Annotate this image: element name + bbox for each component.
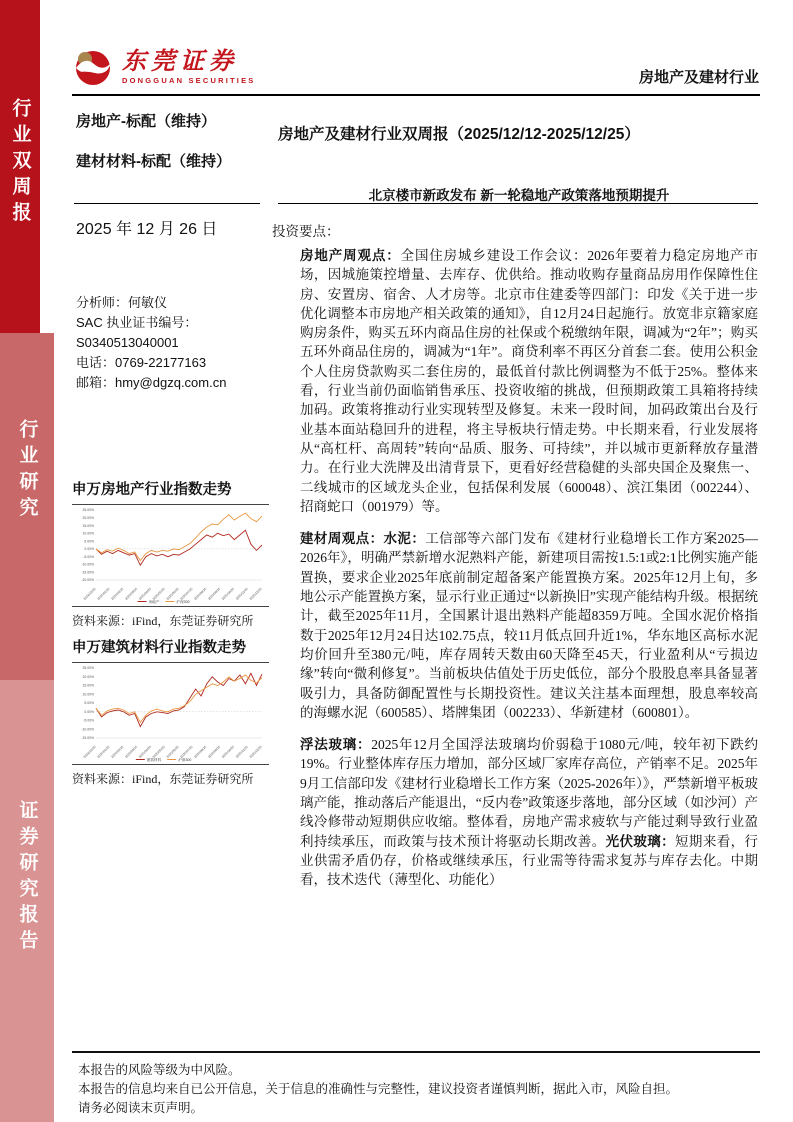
sidebar-band-securities-research [0, 680, 54, 1122]
svg-text:10.00%: 10.00% [82, 531, 94, 536]
svg-text:5.00%: 5.00% [84, 701, 94, 706]
svg-text:2025/02/25: 2025/02/25 [110, 744, 125, 759]
chart-card-real-estate-index [72, 478, 269, 629]
svg-text:2025/08/25: 2025/08/25 [193, 744, 208, 759]
svg-text:-5.00%: -5.00% [83, 718, 94, 723]
analyst-email: 邮箱：hmy@dgzq.com.cn [76, 375, 227, 390]
svg-text:房地产: 房地产 [148, 599, 160, 604]
svg-text:2025/08/25: 2025/08/25 [193, 586, 208, 601]
svg-text:2025/01/25: 2025/01/25 [96, 744, 111, 759]
svg-text:2025/11/25: 2025/11/25 [234, 744, 249, 759]
svg-text:2025/07/25: 2025/07/25 [179, 744, 194, 759]
svg-text:20.00%: 20.00% [82, 515, 94, 520]
rating-materials: 建材材料-标配（维持） [76, 153, 231, 170]
header-industry-label: 房地产及建材行业 [638, 69, 759, 86]
sidebar-band-industry-research [0, 333, 54, 680]
svg-text:25.00%: 25.00% [82, 666, 94, 671]
svg-text:2025/10/25: 2025/10/25 [220, 744, 236, 759]
footer-line-risk: 本报告的风险等级为中风险。 [78, 1063, 241, 1077]
chart-source-materials: 资料来源：iFind，东莞证券研究所 [72, 772, 254, 786]
svg-text:5.00%: 5.00% [84, 539, 94, 544]
svg-text:建筑材料: 建筑材料 [146, 757, 162, 762]
chart-title-materials: 申万建筑材料行业指数走势 [72, 640, 246, 656]
sidebar-band-industry-research-label: 行业研究 [16, 419, 38, 523]
svg-text:2025/09/25: 2025/09/25 [207, 744, 222, 759]
highlights-label: 投资要点： [272, 224, 340, 239]
svg-text:20.00%: 20.00% [82, 674, 94, 679]
svg-text:0.00%: 0.00% [84, 547, 94, 552]
svg-text:2024/12/25: 2024/12/25 [82, 586, 97, 601]
company-name-en: DONGGUAN SECURITIES [122, 76, 256, 85]
analyst-sac-label: SAC 执业证书编号： [76, 315, 198, 330]
footer-line-info: 本报告的信息均来自已公开信息，关于信息的准确性与完整性，建议投资者谨慎判断，据此入市，风险自担。 [78, 1082, 679, 1096]
svg-text:2025/12/25: 2025/12/25 [248, 586, 263, 601]
svg-text:2025/03/25: 2025/03/25 [124, 586, 139, 601]
svg-text:沪深300: 沪深300 [176, 599, 190, 604]
company-name-cn: 东莞证券 [122, 49, 238, 75]
chart-source-real-estate: 资料来源：iFind，东莞证券研究所 [72, 614, 254, 628]
header-rule [72, 94, 760, 96]
svg-text:2024/12/25: 2024/12/25 [82, 744, 97, 759]
chart-card-materials-index [72, 636, 269, 787]
svg-text:2025/06/25: 2025/06/25 [165, 586, 180, 601]
svg-text:-15.00%: -15.00% [81, 736, 94, 741]
svg-text:-5.00%: -5.00% [83, 554, 94, 559]
company-logo-icon [72, 48, 114, 93]
body-paragraph: 建材周观点：水泥：工信部等六部门发布《建材行业稳增长工作方案2025—2026年》，明确严禁新增水泥熟料产能，新建项目需按1.5:1或2:1比例实施产能置换，要求企业2025年底前制定超备案产能置换方案。2025年12月上旬，多地公示产能置换方案，显示行业正通过“以新换旧”实现产能结构升级。根据统计，截至2025年11月，全国累计退出熟料产能超8359万吨。全国水泥价格指数于2025年12月24日达102.75点，较11月低点回升近1%，华东地区高标水泥均价回升至380元/吨，库存周转天数由60天降至45天，行业盈利从“亏损边缘”转向“微利修复”。当前板块估值处于历史低位，部分个股股息率具备显著吸引力，具备防御配置性与长期投资性。建议关注基本面理想，股息率较高的海螺水泥（600585）、塔牌集团（002233）、华新建材（600801）。 [300, 531, 758, 720]
svg-text:2025/09/25: 2025/09/25 [207, 586, 222, 601]
footer-rule [72, 1051, 760, 1053]
svg-text:15.00%: 15.00% [82, 523, 94, 528]
report-date: 2025 年 12 月 26 日 [76, 221, 218, 238]
footer-disclaimer [78, 1061, 758, 1118]
svg-text:15.00%: 15.00% [82, 683, 94, 688]
chart-plot-real-estate [72, 504, 269, 607]
body-paragraph: 浮法玻璃：2025年12月全国浮法玻璃均价弱稳于1080元/吨，较年初下跌约19%。行业整体库存压力增加，部分区域厂家库存高位，产销率不足。2025年9月工信部印发《建材行业稳增长工作方案（2025-2026年）》，严禁新增平板玻璃产能，推动落后产能退出，“反内卷”政策逐步落地，部分区域（如沙河）产线冷修带动短期供应收缩。整体看，房地产需求疲软与产能过剩导致行业盈利持续承压，而政策与技术预计将驱动长期改善。光伏玻璃：短期来看，行业供需矛盾仍存，价格或继续承压，行业需等待需求复苏与库存去化。中期看，技术迭代（薄型化、功能化） [300, 737, 758, 888]
chart-title-real-estate: 申万房地产行业指数走势 [72, 482, 232, 498]
svg-text:2025/01/25: 2025/01/25 [96, 586, 111, 601]
chart-plot-materials [72, 662, 269, 765]
body-paragraph: 房地产周观点：全国住房城乡建设工作会议：2026年要着力稳定房地产市场，因城施策控增量、去库存、优供给。推动收购存量商品房用作保障性住房、安置房、宿舍、人才房等。北京市住建委等四部门：印发《关于进一步优化调整本市房地产相关政策的通知》，自12月24日起施行。放宽非京籍家庭购房条件，购买五环内商品住房的社保或个税缴纳年限，调减为“2年”；购买五环外商品住房的，调减为“1年”。商贷利率不再区分首套二套。使用公积金个人住房贷款购买二套住房的，最低首付款比例调整为不低于25%。整体来看，行业当前仍面临销售承压、投资收缩的挑战，但预期政策工具箱将持续加码。政策将推动行业实现转型及修复。未来一段时间，加码政策出台及行业基本面站稳回升的进程，将主导板块行情走势。中长期来看，行业发展将从“高杠杆、高周转”转向“品质、服务、可持续”，并以城市更新释放存量潜力。在行业大洗牌及出清背景下，更看好经营稳健的头部央国企及聚焦一、二线城市的区域龙头企业，包括保利发展（600048）、滨江集团（002244）、招商蛇口（001979）等。 [300, 248, 759, 514]
svg-text:2025/12/25: 2025/12/25 [248, 744, 263, 759]
analyst-sac-number: S0340513040001 [76, 335, 179, 350]
svg-text:2025/04/25: 2025/04/25 [137, 586, 153, 601]
svg-text:2025/05/25: 2025/05/25 [151, 586, 166, 601]
report-title: 房地产及建材行业双周报（2025/12/12-2025/12/25） [278, 126, 640, 143]
sidebar-band-biweekly-label: 行业双周报 [9, 98, 31, 228]
left-column-rule [74, 203, 260, 204]
svg-text:25.00%: 25.00% [82, 508, 94, 513]
svg-text:2025/02/25: 2025/02/25 [110, 586, 125, 601]
svg-text:2025/05/25: 2025/05/25 [151, 744, 166, 759]
analyst-name: 分析师：何敏仪 [76, 295, 168, 310]
svg-text:-20.00%: -20.00% [81, 578, 94, 583]
rating-real-estate: 房地产-标配（维持） [76, 113, 216, 130]
report-subtitle: 北京楼市新政发布 新一轮稳地产政策落地预期提升 [368, 188, 670, 203]
svg-text:0.00%: 0.00% [84, 709, 94, 714]
analyst-block [76, 293, 271, 393]
svg-text:10.00%: 10.00% [82, 692, 94, 697]
svg-text:2025/07/25: 2025/07/25 [179, 586, 194, 601]
sidebar-band-biweekly [0, 0, 40, 333]
svg-text:2025/10/25: 2025/10/25 [220, 586, 236, 601]
highlights-body [300, 246, 758, 903]
svg-text:2025/11/25: 2025/11/25 [234, 586, 249, 601]
sidebar-band-securities-research-label: 证券研究报告 [16, 800, 38, 956]
svg-text:2025/06/25: 2025/06/25 [165, 744, 180, 759]
svg-text:2025/03/25: 2025/03/25 [124, 744, 139, 759]
footer-line-statement: 请务必阅读末页声明。 [78, 1101, 204, 1115]
company-logo-text [122, 48, 255, 85]
company-logo [72, 48, 255, 93]
analyst-phone: 电话：0769-22177163 [76, 355, 207, 370]
svg-text:-15.00%: -15.00% [81, 570, 94, 575]
svg-text:沪深300: 沪深300 [178, 757, 192, 762]
svg-text:-10.00%: -10.00% [81, 727, 94, 732]
svg-text:-10.00%: -10.00% [81, 562, 94, 567]
svg-text:2025/04/25: 2025/04/25 [137, 744, 153, 759]
